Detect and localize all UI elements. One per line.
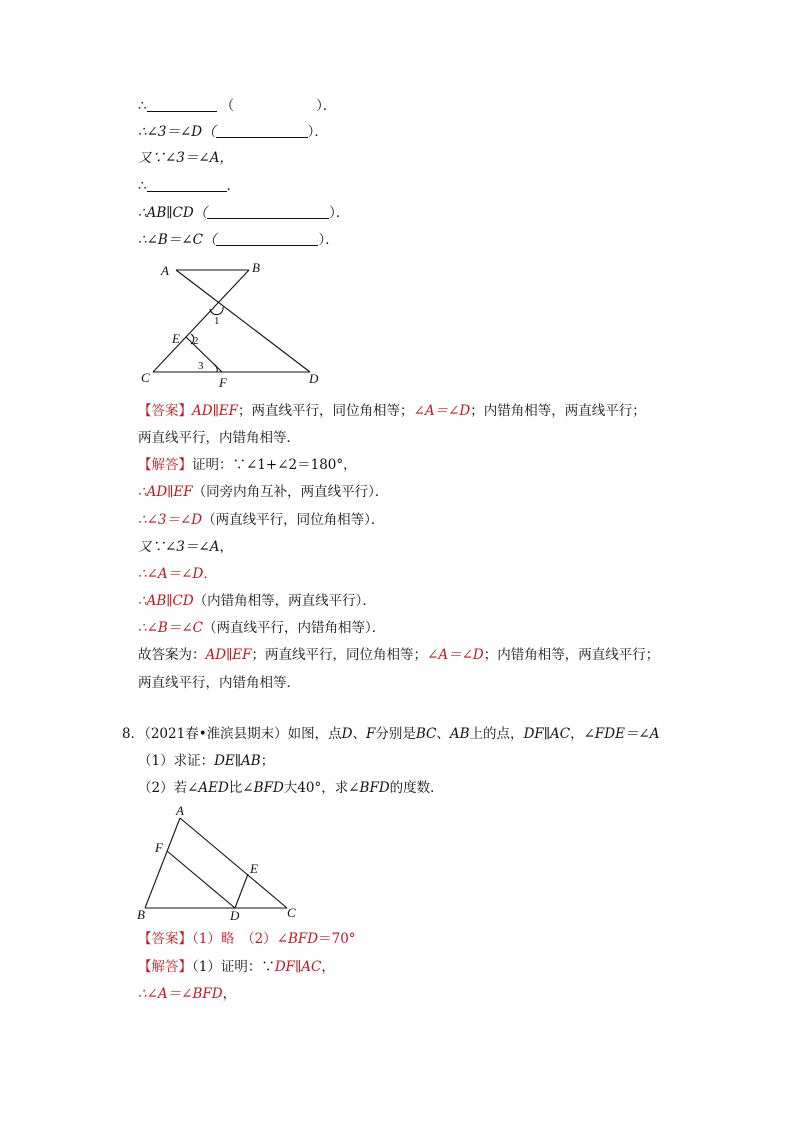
label-d: D <box>309 371 319 386</box>
answer-tag: 【答案】 <box>138 403 192 419</box>
solution-text: ；两直线平行，同位角相等； <box>251 647 428 663</box>
therefore-symbol: ∴ <box>138 98 147 114</box>
solution-text: ∴∠B＝∠C <box>138 620 203 636</box>
solution-line-5: ∴∠A＝∠D． <box>138 566 217 582</box>
answer-blank <box>147 177 227 192</box>
answer-tag: 【答案】 <box>138 931 192 947</box>
answer-text: ；两直线平行，同位角相等； <box>238 403 414 419</box>
label-a-2: A <box>176 803 184 818</box>
angle-1-arc <box>210 307 223 315</box>
solution-line-8 <box>138 645 659 665</box>
answer-2-line <box>138 929 356 949</box>
label-f-2: F <box>155 840 163 855</box>
label-a: A <box>161 263 169 278</box>
label-e-2: E <box>250 861 258 876</box>
solution-tag: 【解答】 <box>138 959 192 975</box>
segment-bc <box>153 270 249 372</box>
answer-text: （1）略 （2） <box>192 931 277 947</box>
answer-text: ∠A＝∠D <box>413 403 471 419</box>
solution-text: ∴AB∥CD <box>138 593 194 609</box>
proof-line-3: 又∵∠3＝∠A， <box>138 150 233 166</box>
question-text: F <box>366 726 376 742</box>
solution-line-4 <box>138 537 233 557</box>
label-b-2: B <box>137 907 145 922</box>
solution-text: ∴∠3＝∠D <box>138 512 203 528</box>
solution-text: DF∥AC <box>274 959 322 975</box>
solution-line-2 <box>138 482 388 502</box>
proof-line-5 <box>138 203 349 223</box>
solution-text: 故答案为： <box>138 647 206 663</box>
solution-text: ∠A＝∠D <box>427 647 484 663</box>
solution-line-7 <box>138 618 385 638</box>
solution-text: 证明：∵∠1+∠2＝180°， <box>192 457 357 473</box>
therefore-symbol: ∴ <box>138 178 147 194</box>
answer-blank <box>147 97 217 112</box>
question-text: 的度数． <box>389 780 444 796</box>
question-text: DF∥AC <box>523 726 571 742</box>
period: ． <box>226 178 241 194</box>
label-angle-1: 1 <box>214 315 220 327</box>
label-c-2: C <box>287 905 296 920</box>
question-text: 比 <box>228 780 243 796</box>
answer-blank <box>216 123 308 138</box>
question-text: （1）求证： <box>138 753 215 769</box>
proof-text: ∴AB∥CD（ <box>138 205 208 221</box>
question-text: 、 <box>352 726 366 742</box>
solution-line-1 <box>138 455 357 475</box>
answer-line-1 <box>138 401 646 421</box>
question-8-stem <box>122 724 660 744</box>
solution-line-9: 两直线平行，内错角相等． <box>138 675 300 691</box>
solution-text: 又∵∠3＝∠A <box>138 539 220 555</box>
segment-ab-2 <box>145 818 180 908</box>
proof-line-6 <box>138 230 339 250</box>
proof-text: ∴∠B＝∠C（ <box>138 232 217 248</box>
solution-text: ∴∠A＝∠BFD <box>138 986 223 1002</box>
solution-text: AD∥EF <box>205 647 252 663</box>
label-b: B <box>252 260 260 275</box>
angle-3-arc <box>214 364 217 372</box>
question-text: ， <box>570 726 584 742</box>
solution-text: ；内错角相等，两直线平行； <box>483 647 660 663</box>
proof-line-1 <box>138 96 336 116</box>
question-text: D <box>341 726 353 742</box>
solution-line-6 <box>138 591 376 611</box>
proof-line-4 <box>138 176 240 196</box>
question-text: （2021春•淮滨县期末）如图，点 <box>144 726 342 742</box>
question-text: ∠BFD <box>242 780 284 796</box>
bracket-close: ）． <box>318 232 339 248</box>
answer-text: ＝70° <box>318 931 356 947</box>
question-text: （2）若 <box>138 780 188 796</box>
solution-text: ， <box>219 539 233 555</box>
bracket-close: ）． <box>316 98 337 114</box>
proof-text: ∴∠3＝∠D（ <box>138 124 216 140</box>
answer-blank <box>207 204 329 219</box>
bracket-open: （ <box>220 98 235 114</box>
answer-text: AD∥EF <box>192 403 239 419</box>
label-f: F <box>219 375 227 390</box>
question-text: ； <box>260 753 275 769</box>
label-c: C <box>141 370 150 385</box>
segment-fd-2 <box>167 851 235 908</box>
question-text: ∠BFD <box>348 780 390 796</box>
question-8-part-2 <box>138 778 444 798</box>
solution-text: （两直线平行，同位角相等）． <box>202 512 385 528</box>
question-8-part-1 <box>138 751 274 771</box>
question-text: BC <box>415 726 437 742</box>
solution-text: （两直线平行，内错角相等）． <box>202 620 386 636</box>
proof-line-2 <box>138 122 328 142</box>
answer-text: ；内错角相等，两直线平行； <box>470 403 646 419</box>
solution-text: ， <box>222 986 237 1002</box>
question-text: 分别是 <box>375 726 416 742</box>
question-text: DE∥AB <box>214 753 261 769</box>
bracket-close: ）． <box>307 124 328 140</box>
question-text: AB <box>449 726 470 742</box>
segment-de-2 <box>235 874 248 908</box>
solution-tag: 【解答】 <box>138 457 192 473</box>
solution-text: （1）证明：∵ <box>192 959 275 975</box>
solution-text: ∴AD∥EF <box>138 484 193 500</box>
answer-line-2: 两直线平行，内错角相等． <box>138 430 300 446</box>
question-text: 上的点， <box>469 726 524 742</box>
solution-2-line-1 <box>138 957 335 977</box>
segment-ac-2 <box>180 818 287 908</box>
answer-text: ∠BFD <box>276 931 319 947</box>
question-text: 大40°，求 <box>283 780 349 796</box>
solution-text: ， <box>321 959 335 975</box>
question-text: ∠AED <box>187 780 229 796</box>
label-e: E <box>172 331 180 346</box>
answer-blank <box>216 231 318 246</box>
segment-ad <box>176 270 310 372</box>
segment-ef <box>186 337 222 372</box>
label-angle-2: 2 <box>193 335 199 347</box>
angle-2-arc <box>191 334 194 344</box>
question-number: 8． <box>122 726 145 742</box>
question-text: 、 <box>436 726 450 742</box>
solution-text: （同旁内角互补，两直线平行）． <box>192 484 389 500</box>
bracket-close: ）． <box>329 205 350 221</box>
label-angle-3: 3 <box>198 360 204 372</box>
label-d-2: D <box>230 908 240 923</box>
solution-line-3 <box>138 510 384 530</box>
question-text: ∠FDE＝∠A <box>583 726 660 742</box>
solution-2-line-2 <box>138 984 236 1004</box>
solution-text: （内错角相等，两直线平行）． <box>193 593 376 609</box>
